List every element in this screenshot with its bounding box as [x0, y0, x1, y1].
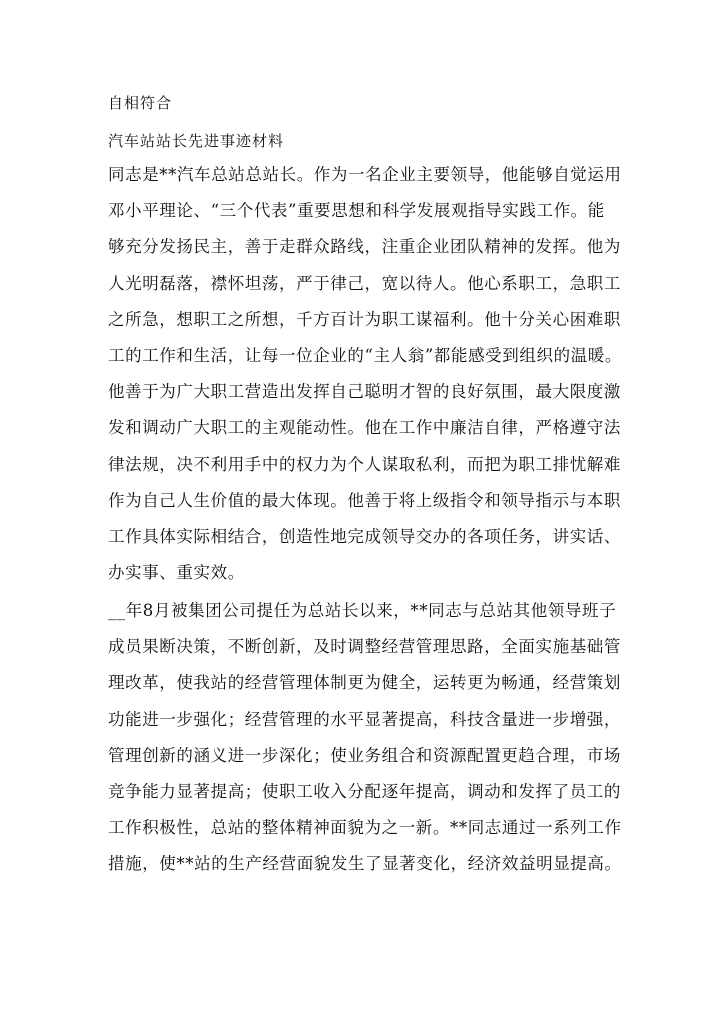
paragraph-line: 措施，使**站的生产经营面貌发生了显著变化，经济效益明显提高。	[108, 854, 622, 874]
paragraph-line: __年8月被集团公司提任为总站长以来，**同志与总站其他领导班子	[108, 601, 617, 620]
paragraph-line: 他善于为广大职工营造出发挥自己聪明才智的良好氛围，最大限度激	[108, 382, 621, 402]
paragraph-line: 工作具体实际相结合，创造性地完成领导交办的各项任务，讲实话、	[108, 526, 621, 546]
paragraph-line: 功能进一步强化；经营管理的水平显著提高，科技含量进一步增强，	[108, 709, 621, 729]
paragraph-line: 邓小平理论、“三个代表”重要思想和科学发展观指导实践工作。能	[108, 201, 605, 221]
paragraph-line: 作为自己人生价值的最大体现。他善于将上级指令和领导指示与本职	[108, 490, 621, 510]
paragraph-line: 同志是**汽车总站总站长。作为一名企业主要领导，他能够自觉运用	[108, 165, 622, 184]
paragraph-line: 发和调动广大职工的主观能动性。他在工作中廉洁自律，严格遵守法	[108, 418, 621, 438]
paragraph-line: 管理创新的涵义进一步深化；使业务组合和资源配置更趋合理，市场	[108, 745, 621, 765]
paragraph-line: 工作积极性，总站的整体精神面貌为之一新。**同志通过一系列工作	[108, 818, 622, 838]
paragraph-line: 人光明磊落，襟怀坦荡，严于律己，宽以待人。他心系职工，急职工	[108, 273, 621, 293]
paragraph-line: 之所急，想职工之所想，千方百计为职工谋福利。他十分关心困难职	[108, 309, 621, 329]
document-heading: 自相符合	[108, 94, 173, 112]
paragraph-line: 律法规，决不利用手中的权力为个人谋取私利，而把为职工排忧解难	[108, 454, 621, 474]
paragraph-line: 理改革，使我站的经营管理体制更为健全，运转更为畅通，经营策划	[108, 673, 621, 693]
paragraph-line: 工的工作和生活，让每一位企业的“主人翁”都能感受到组织的温暖。	[108, 345, 622, 365]
paragraph-2	[108, 593, 622, 883]
paragraph-line: 竞争能力显著提高；使职工收入分配逐年提高，调动和发挥了员工的	[108, 781, 621, 801]
paragraph-line: 办实事、重实效。	[108, 563, 245, 583]
document-title: 汽车站站长先进事迹材料	[108, 132, 285, 150]
paragraph-line: 够充分发扬民主，善于走群众路线，注重企业团队精神的发挥。他为	[108, 237, 621, 257]
paragraph-line: 成员果断决策，不断创新，及时调整经营管理思路，全面实施基础管	[108, 637, 621, 657]
paragraph-1	[108, 157, 622, 591]
